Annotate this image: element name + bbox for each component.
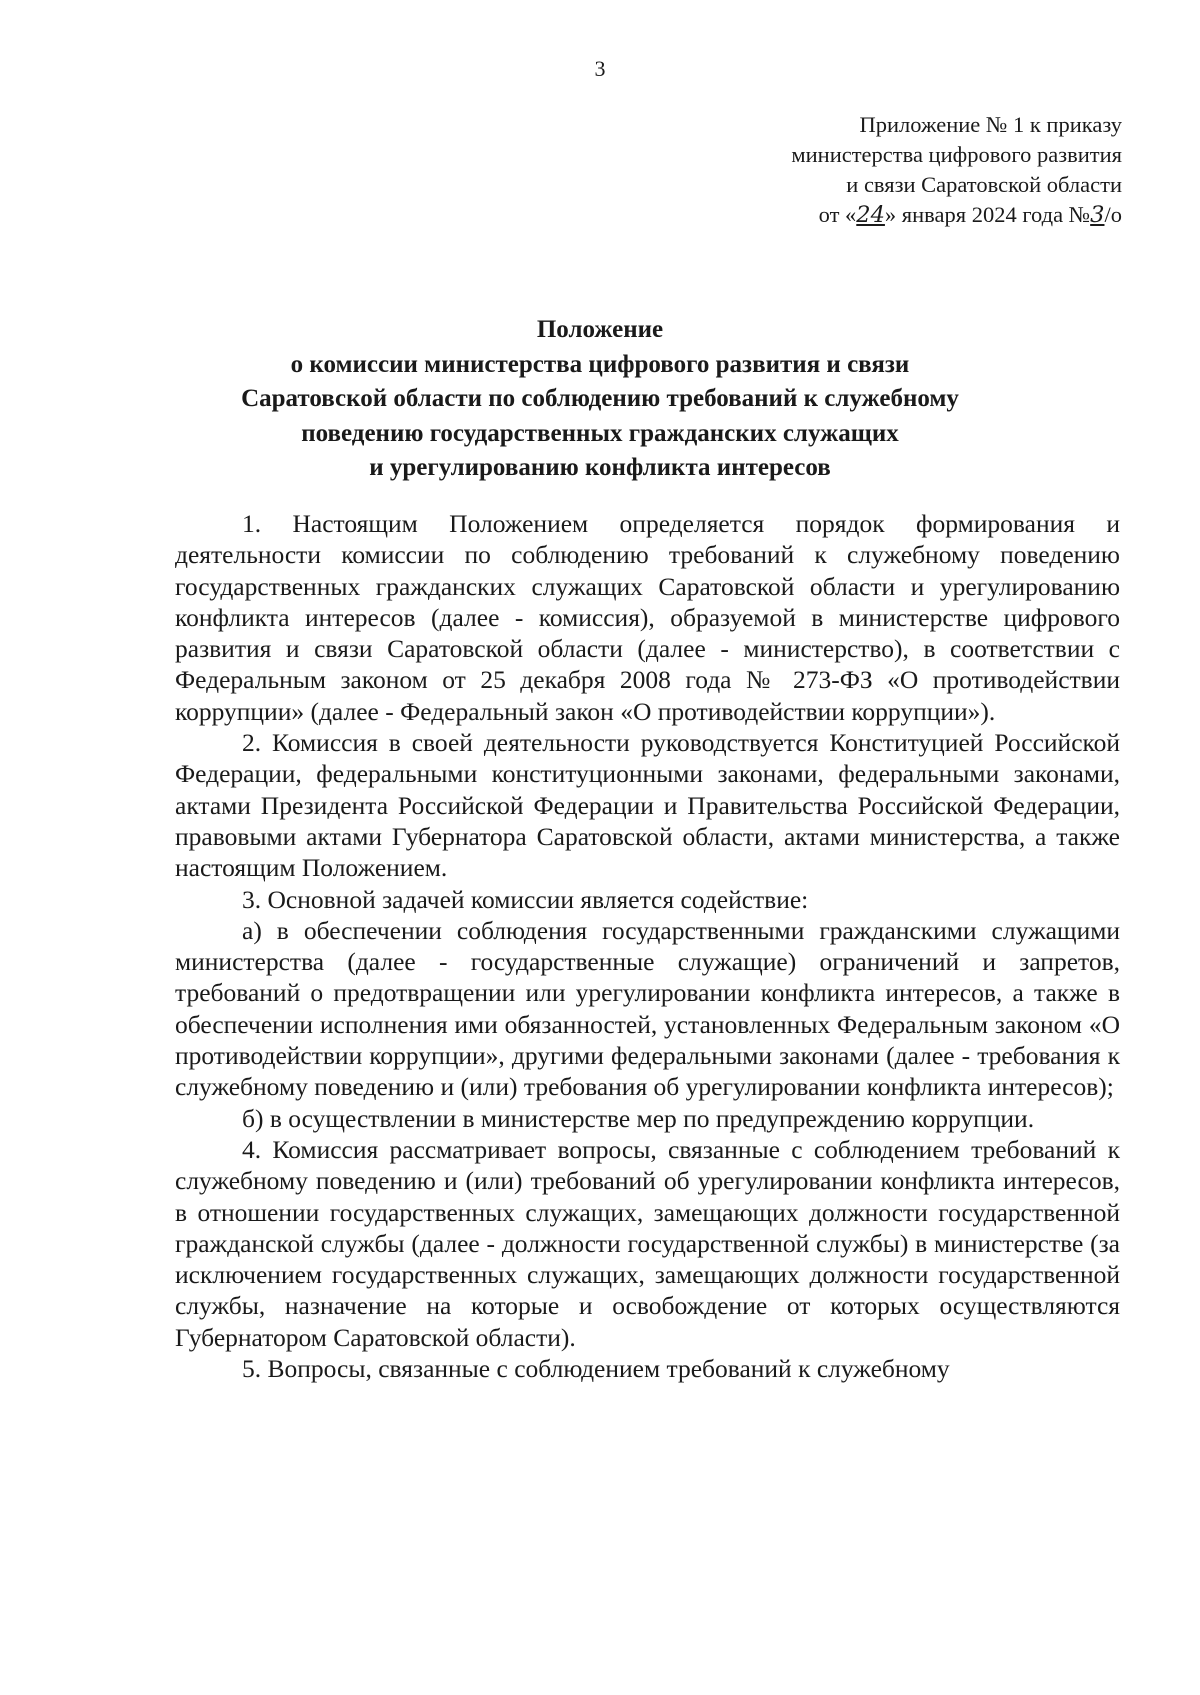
date-prefix: от « (818, 202, 857, 227)
date-middle: » января 2024 года № (884, 202, 1091, 227)
paragraph-3: 3. Основной задачей комиссии является содействие: (242, 884, 809, 914)
appendix-line-2: министерства цифрового развития (791, 142, 1122, 167)
paragraph-1: 1. Настоящим Положением определяется порядок формирования и деятельности комиссии по соблюдению требований к служебному поведению государственных гражданских служащих Саратовской области и урегулированию конфликта интересов (далее - комиссия), образуемой в министерстве цифрового развития и связи Саратовской области (далее - министерство), в соответствии с Федеральным законом от 25 декабря 2008 года № 273-ФЗ «О противодействии коррупции» (далее - Федеральный закон «О противодействии коррупции»). (175, 509, 1120, 726)
page-number: 3 (594, 56, 606, 81)
order-suffix: /о (1104, 202, 1122, 227)
appendix-line-1: Приложение № 1 к приказу (859, 112, 1122, 137)
appendix-block (791, 110, 1122, 230)
date-day: 24 (856, 202, 885, 228)
title-heading: Положение (536, 316, 664, 343)
paragraph-3b: б) в осуществлении в министерстве мер по предупреждению коррупции. (242, 1103, 1035, 1133)
paragraph-3a: а) в обеспечении соблюдения государственными гражданскими служащими министерства (далее - государственные служащие) ограничений и запретов, требований о предотвращении или урегулировании конфликта интересов, а также в обеспечении исполнения ими обязанностей, установленных Федеральным законом «О противодействии коррупции», другими федеральными законами (далее - требования к служебному поведению и (или) требования об урегулировании конфликта интересов); (175, 915, 1120, 1102)
paragraph-5: 5. Вопросы, связанные с соблюдением требований к служебному (242, 1354, 950, 1384)
order-number: 3 (1090, 202, 1105, 228)
appendix-line-3: и связи Саратовской области (846, 172, 1122, 197)
title-line-4: поведению государственных гражданских служащих (301, 419, 899, 447)
title-line-2: о комиссии министерства цифрового развития и связи (290, 350, 910, 378)
document-title (0, 313, 1200, 486)
paragraph-4: 4. Комиссия рассматривает вопросы, связанные с соблюдением требований к служебному поведению и (или) требований об урегулировании конфликта интересов, в отношении государственных служащих, замещающих должности государственной гражданской службы (далее - должности государственной службы) в министерстве (за исключением государственных служащих, замещающих должности государственной службы, назначение на которые и освобождение от которых осуществляются Губернатором Саратовской области). (175, 1134, 1120, 1352)
title-line-5: и урегулированию конфликта интересов (369, 454, 831, 481)
document-body (175, 508, 1120, 1384)
appendix-date-line (791, 200, 1122, 230)
title-line-3: Саратовской области по соблюдению требований к служебному (241, 385, 959, 412)
paragraph-2: 2. Комиссия в своей деятельности руководствуется Конституцией Российской Федерации, федеральными конституционными законами, федеральными законами, актами Президента Российской Федерации и Правительства Российской Федерации, правовыми актами Губернатора Саратовской области, актами министерства, а также настоящим Положением. (175, 728, 1120, 883)
